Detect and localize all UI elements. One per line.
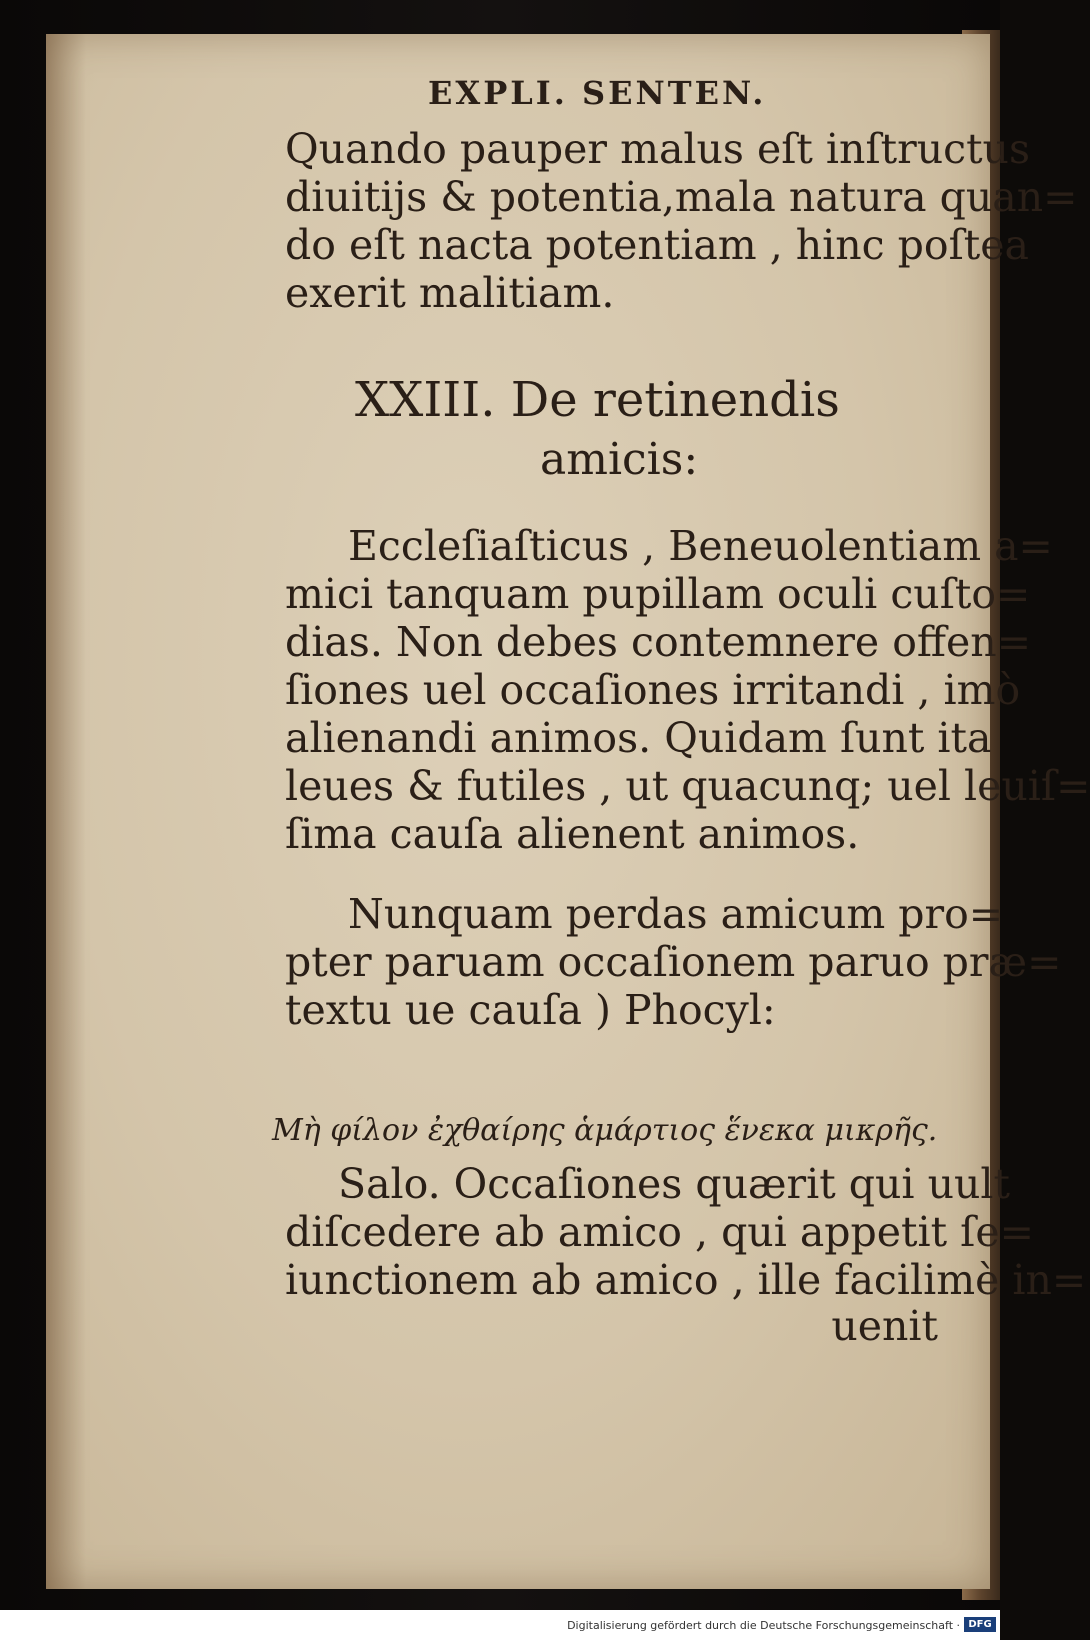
text-line: Eccleſiaſticus , Beneuolentiam a=	[348, 522, 1053, 570]
text-line: Nunquam perdas amicum pro=	[348, 890, 1004, 938]
footer-bar	[0, 1610, 1000, 1640]
text-line: dias. Non debes contemnere offen=	[285, 618, 1032, 666]
catchword: uenit	[831, 1302, 938, 1350]
text-line: leues & futiles , ut quacunq; uel leuiſ=	[285, 762, 1090, 810]
text-line: do eſt nacta potentiam , hinc poſtea	[285, 221, 1029, 269]
text-line: exerit malitiam.	[285, 269, 615, 317]
text-line: pter paruam occaſionem paruo præ=	[285, 938, 1062, 986]
text-line: textu ue cauſa ) Phocyl:	[285, 986, 776, 1034]
text-line: diuitijs & potentia,mala natura quan=	[285, 173, 1078, 221]
section-title: XXIII. De retinendis	[355, 372, 840, 428]
text-line: Salo. Occaſiones quærit qui uult	[338, 1160, 1010, 1208]
footer-credit: Digitalisierung gefördert durch die Deutsche Forschungsgemeinschaft ·	[567, 1619, 960, 1632]
gutter-shadow	[46, 34, 86, 1589]
text-line: ſima cauſa alienent animos.	[285, 810, 860, 858]
text-line: alienandi animos. Quidam ſunt ita	[285, 714, 992, 762]
text-line: diſcedere ab amico , qui appetit ſe=	[285, 1208, 1034, 1256]
text-line: Quando pauper malus eſt inſtructus	[285, 125, 1030, 173]
section-title-continued: amicis:	[540, 434, 699, 485]
running-header: EXPLI. SENTEN.	[428, 74, 767, 112]
text-line: ſiones uel occaſiones irritandi , imò	[285, 666, 1021, 714]
text-line: mici tanquam pupillam oculi cuſto=	[285, 570, 1031, 618]
text-line: iunctionem ab amico , ille facilimè in=	[285, 1256, 1087, 1304]
dfg-logo-icon: DFG	[964, 1617, 996, 1632]
greek-quotation: Μὴ φίλον ἐχθαίρης ἁμάρτιος ἕνεκα μικρῆς.	[272, 1113, 938, 1148]
